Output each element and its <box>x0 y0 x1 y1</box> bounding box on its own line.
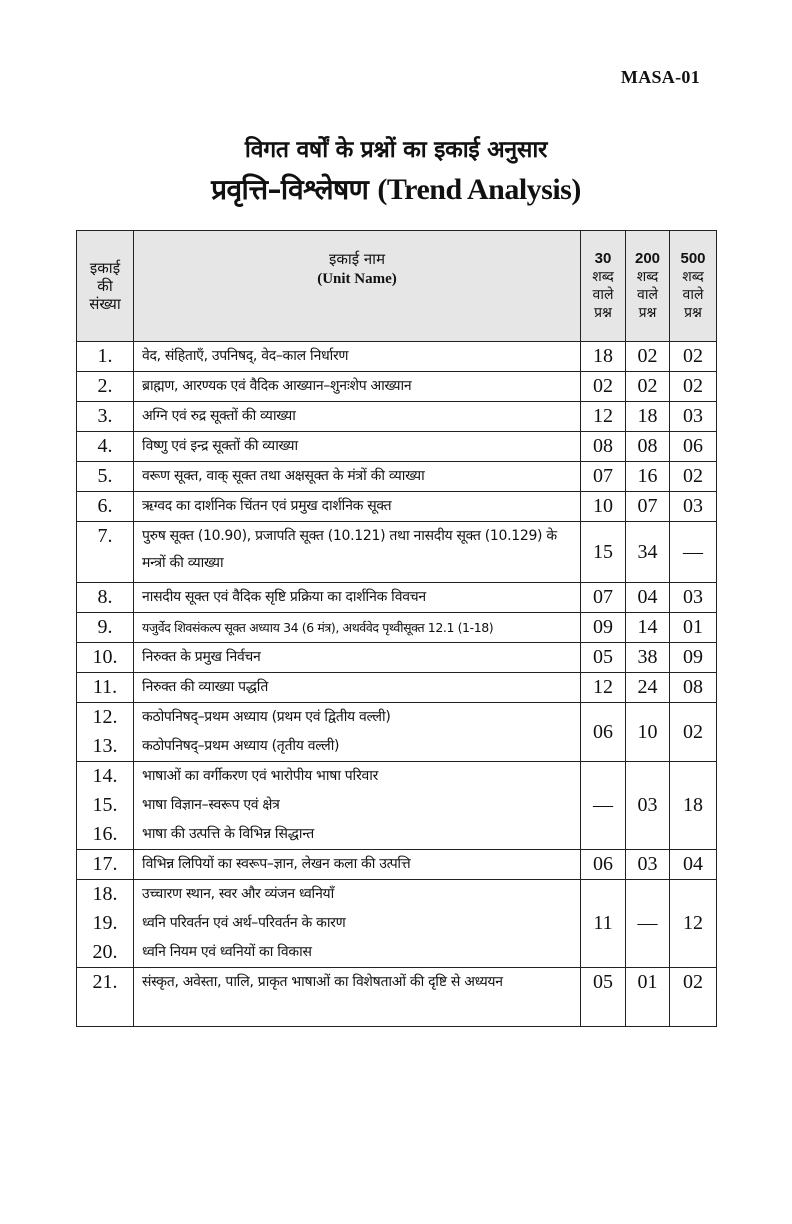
unit-name: कठोपनिषद्–प्रथम अध्याय (तृतीय वल्ली) <box>142 738 340 754</box>
count-200-word: — <box>626 880 670 968</box>
unit-name: वेद, संहिताएँ, उपनिषद्, वेद–काल निर्धारण <box>142 348 349 364</box>
unit-name-cell <box>134 402 581 432</box>
unit-number: 19. <box>92 912 118 934</box>
count-500-word: 03 <box>670 492 717 522</box>
count-200-word: 24 <box>626 673 670 703</box>
unit-number-cell <box>77 492 134 522</box>
unit-name-cell <box>134 432 581 462</box>
table-row <box>77 372 717 402</box>
unit-number: 21. <box>92 971 118 993</box>
unit-name: विष्णु एवं इन्द्र सूक्तों की व्याख्या <box>142 438 298 454</box>
count-500-word: 02 <box>670 342 717 372</box>
unit-name-cell <box>134 703 581 762</box>
count-500-word: 18 <box>670 762 717 850</box>
table-row <box>77 462 717 492</box>
count-500-word: 01 <box>670 613 717 643</box>
unit-number: 4. <box>97 435 113 457</box>
title-english: (Trend Analysis) <box>377 173 581 206</box>
unit-name: कठोपनिषद्–प्रथम अध्याय (प्रथम एवं द्वितीय वल्ली) <box>142 709 391 725</box>
unit-number: 9. <box>97 616 113 638</box>
count-30-word: 06 <box>581 703 626 762</box>
unit-name-cell <box>134 342 581 372</box>
unit-name-cell <box>134 968 581 1027</box>
count-30-word: 09 <box>581 613 626 643</box>
table-row <box>77 492 717 522</box>
count-200-word: 02 <box>626 342 670 372</box>
header-text: इकाई नाम <box>328 250 386 268</box>
unit-number: 20. <box>92 941 118 963</box>
unit-name: निरुक्त के प्रमुख निर्वचन <box>142 649 261 665</box>
unit-name: वरूण सूक्त, वाक् सूक्त तथा अक्षसूक्त के मंत्रों की व्याख्या <box>142 468 425 484</box>
unit-name: उच्चारण स्थान, स्वर और व्यंजन ध्वनियाँ <box>142 886 334 902</box>
count-30-word: — <box>581 762 626 850</box>
count-200-word: 38 <box>626 643 670 673</box>
unit-number-cell <box>77 583 134 613</box>
count-30-word: 12 <box>581 402 626 432</box>
unit-name-cell <box>134 583 581 613</box>
unit-name: पुरुष सूक्त (10.90), प्रजापति सूक्त (10.121) तथा नासदीय सूक्त (10.129) के मन्त्रों की व्याख्या <box>142 528 557 571</box>
unit-number-cell <box>77 880 134 968</box>
unit-number-cell <box>77 372 134 402</box>
count-200-word: 08 <box>626 432 670 462</box>
count-200-word: 04 <box>626 583 670 613</box>
count-30-word: 02 <box>581 372 626 402</box>
unit-number-cell <box>77 432 134 462</box>
unit-name: यजुर्वेद शिवसंकल्प सूक्त अध्याय 34 (6 मंत्र), अथर्ववेद पृथ्वीसूक्त 12.1 (1-18) <box>142 620 494 635</box>
unit-number-cell <box>77 673 134 703</box>
count-500-word: 02 <box>670 703 717 762</box>
unit-number: 10. <box>92 646 118 668</box>
header-text: शब्द <box>682 269 704 285</box>
unit-number: 14. <box>92 765 118 787</box>
unit-name-cell <box>134 462 581 492</box>
table-row <box>77 673 717 703</box>
unit-name-cell <box>134 613 581 643</box>
count-30-word: 07 <box>581 462 626 492</box>
count-500-word: 09 <box>670 643 717 673</box>
unit-number-cell <box>77 522 134 583</box>
table-row <box>77 342 717 372</box>
count-500-word: 12 <box>670 880 717 968</box>
count-200-word: 03 <box>626 762 670 850</box>
table-row <box>77 522 717 583</box>
unit-number-cell <box>77 402 134 432</box>
count-200-word: 16 <box>626 462 670 492</box>
table-row <box>77 583 717 613</box>
count-200-word: 03 <box>626 850 670 880</box>
header-text: 500 <box>680 250 706 267</box>
table-row <box>77 703 717 762</box>
unit-name: ऋग्वद का दार्शनिक चिंतन एवं प्रमुख दार्शनिक सूक्त <box>142 498 392 514</box>
header-text: प्रश्न <box>684 305 702 321</box>
header-30-word <box>581 231 626 342</box>
document-code: MASA-01 <box>620 67 700 87</box>
unit-name: संस्कृत, अवेस्ता, पालि, प्राकृत भाषाओं का विशेषताओं की दृष्टि से अध्ययन <box>142 974 503 990</box>
table-row <box>77 613 717 643</box>
unit-number: 11. <box>92 676 118 698</box>
page-title-line1: विगत वर्षों के प्रश्नों का इकाई अनुसार <box>244 137 548 163</box>
unit-number: 18. <box>92 883 118 905</box>
header-text: 200 <box>634 250 661 267</box>
count-30-word: 08 <box>581 432 626 462</box>
unit-name-cell <box>134 643 581 673</box>
count-30-word: 10 <box>581 492 626 522</box>
table-header-row <box>77 231 717 342</box>
header-text: 30 <box>594 250 612 267</box>
unit-number: 15. <box>92 794 118 816</box>
header-text: संख्या <box>89 295 121 313</box>
count-500-word: 02 <box>670 372 717 402</box>
unit-number: 6. <box>97 495 113 517</box>
table-body <box>77 342 717 1027</box>
header-500-word <box>670 231 717 342</box>
unit-name-cell <box>134 492 581 522</box>
header-text: शब्द <box>636 269 659 285</box>
header-text: वाले <box>592 287 614 303</box>
table-row <box>77 880 717 968</box>
count-500-word: 06 <box>670 432 717 462</box>
unit-name: भाषाओं का वर्गीकरण एवं भारोपीय भाषा परिवार <box>142 768 379 784</box>
trend-analysis-table <box>76 230 717 1027</box>
unit-number-cell <box>77 643 134 673</box>
unit-name-cell <box>134 762 581 850</box>
unit-name-cell <box>134 880 581 968</box>
count-500-word: — <box>670 522 717 583</box>
count-30-word: 12 <box>581 673 626 703</box>
table-row <box>77 968 717 1027</box>
unit-number: 5. <box>97 465 113 487</box>
count-200-word: 10 <box>626 703 670 762</box>
count-30-word: 05 <box>581 968 626 1027</box>
count-500-word: 04 <box>670 850 717 880</box>
unit-number-cell <box>77 703 134 762</box>
header-unit-name <box>134 231 581 342</box>
table-row <box>77 432 717 462</box>
unit-name-cell <box>134 522 581 583</box>
table-row <box>77 850 717 880</box>
unit-name: ध्वनि नियम एवं ध्वनियों का विकास <box>142 944 312 960</box>
header-text: इकाई <box>89 259 121 277</box>
count-200-word: 02 <box>626 372 670 402</box>
header-text: शब्द <box>592 269 614 285</box>
page-title-line2 <box>0 170 792 208</box>
header-200-word <box>626 231 670 342</box>
unit-name-cell <box>134 673 581 703</box>
count-30-word: 05 <box>581 643 626 673</box>
count-30-word: 07 <box>581 583 626 613</box>
count-200-word: 07 <box>626 492 670 522</box>
unit-number: 1. <box>97 345 113 367</box>
unit-number: 8. <box>97 586 113 608</box>
count-200-word: 34 <box>626 522 670 583</box>
unit-number: 12. <box>92 706 118 728</box>
unit-name: निरुक्त की व्याख्या पद्धति <box>142 679 268 695</box>
count-30-word: 18 <box>581 342 626 372</box>
count-30-word: 15 <box>581 522 626 583</box>
unit-number-cell <box>77 968 134 1027</box>
unit-number-cell <box>77 613 134 643</box>
unit-number: 7. <box>97 525 113 547</box>
unit-name: भाषा विज्ञान–स्वरूप एवं क्षेत्र <box>142 797 280 813</box>
title-hindi: प्रवृत्ति–विश्लेषण <box>211 173 369 206</box>
count-500-word: 02 <box>670 968 717 1027</box>
unit-number: 2. <box>97 375 113 397</box>
unit-number-cell <box>77 762 134 850</box>
header-unit-number <box>77 231 134 342</box>
unit-number-cell <box>77 850 134 880</box>
unit-name-cell <box>134 850 581 880</box>
unit-number-cell <box>77 342 134 372</box>
table-row <box>77 402 717 432</box>
count-200-word: 14 <box>626 613 670 643</box>
count-30-word: 11 <box>581 880 626 968</box>
count-30-word: 06 <box>581 850 626 880</box>
unit-number: 13. <box>92 735 118 757</box>
header-text: वाले <box>637 287 658 303</box>
count-500-word: 03 <box>670 402 717 432</box>
unit-name-cell <box>134 372 581 402</box>
unit-number: 17. <box>92 853 118 875</box>
count-500-word: 03 <box>670 583 717 613</box>
header-text: (Unit Name) <box>317 271 397 287</box>
table-row <box>77 762 717 850</box>
count-200-word: 01 <box>626 968 670 1027</box>
header-text: की <box>97 277 113 295</box>
unit-name: ध्वनि परिवर्तन एवं अर्थ–परिवर्तन के कारण <box>142 915 346 931</box>
unit-number-cell <box>77 462 134 492</box>
unit-name: भाषा की उत्पत्ति के विभिन्न सिद्धान्त <box>142 826 314 842</box>
header-text: प्रश्न <box>638 305 657 321</box>
count-500-word: 08 <box>670 673 717 703</box>
unit-number: 16. <box>92 823 118 845</box>
header-text: प्रश्न <box>594 305 612 321</box>
unit-number: 3. <box>97 405 113 427</box>
count-500-word: 02 <box>670 462 717 492</box>
unit-name: नासदीय सूक्त एवं वैदिक सृष्टि प्रक्रिया का दार्शनिक विवचन <box>142 589 426 605</box>
unit-name: अग्नि एवं रुद्र सूक्तों की व्याख्या <box>142 408 296 424</box>
count-200-word: 18 <box>626 402 670 432</box>
unit-name: ब्राह्मण, आरण्यक एवं वैदिक आख्यान–शुनःशेप आख्यान <box>142 378 412 394</box>
table-row <box>77 643 717 673</box>
header-text: वाले <box>682 287 704 303</box>
unit-name: विभिन्न लिपियों का स्वरूप–ज्ञान, लेखन कला की उत्पत्ति <box>142 856 411 872</box>
